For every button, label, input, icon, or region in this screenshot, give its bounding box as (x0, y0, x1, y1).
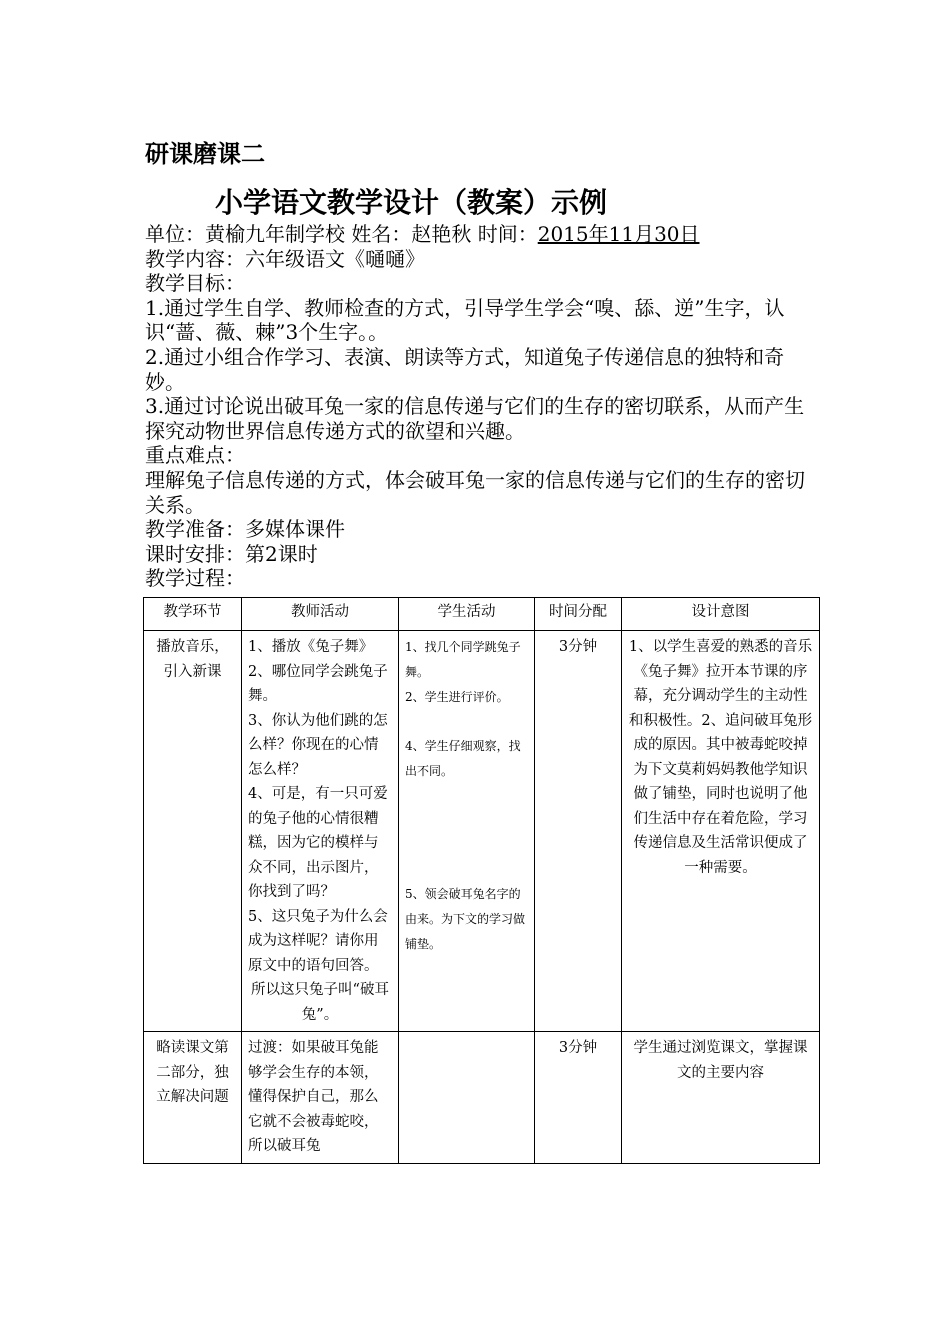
intent-cell: 学生通过浏览课文，掌握课文的主要内容 (622, 1032, 820, 1164)
intent-cell: 1、以学生喜爱的熟悉的音乐《兔子舞》拉开本节课的序幕，充分调动学生的主动性和积极性。2、追问破耳兔形成的原因。其中被毒蛇咬掉为下文莫莉妈妈教他学知识做了铺垫，同时也说明了他们生活中存在着危险，学习传递信息及生活常识便成了一种需要。 (622, 631, 820, 1032)
teacher-step: 2、哪位同学会跳兔子舞。 (248, 663, 388, 704)
header-student: 学生活动 (399, 598, 535, 631)
name-label: 姓名： (351, 222, 412, 246)
student-step: 1、找几个同学跳兔子舞。 (405, 640, 521, 679)
stage-cell: 略读课文第二部分，独立解决问题 (144, 1032, 242, 1164)
teacher-step: 3、你认为他们跳的怎么样？你现在的心情怎么样？ (248, 712, 388, 778)
time-cell: 3分钟 (535, 631, 622, 1032)
table-row (144, 1032, 820, 1164)
info-line (145, 222, 823, 247)
schedule-line: 课时安排：第2课时 (145, 541, 318, 566)
teacher-step: 所以这只兔子叫“破耳兔”。 (251, 982, 389, 1023)
student-cell (399, 631, 535, 1032)
document-body (145, 222, 823, 591)
prep-line: 教学准备：多媒体课件 (145, 517, 345, 542)
key-text: 理解兔子信息传递的方式，体会破耳兔一家的信息传递与它们的生存的密切关系。 (145, 467, 805, 517)
key-label: 重点难点： (145, 443, 245, 468)
header-intent: 设计意图 (622, 598, 820, 631)
stage-cell: 播放音乐，引入新课 (144, 631, 242, 1032)
process-label: 教学过程： (145, 566, 245, 591)
section-heading: 研课磨课二 (145, 139, 265, 168)
unit-label: 单位： (145, 222, 205, 246)
header-time: 时间分配 (535, 598, 622, 631)
date-value: 2015年11月30日 (537, 222, 700, 246)
goal-item: 3.通过讨论说出破耳兔一家的信息传递与它们的生存的密切联系，从而产生探究动物世界信息传递方式的欲望和兴趣。 (145, 394, 805, 443)
header-stage: 教学环节 (144, 598, 242, 631)
student-step: 4、学生仔细观察，找出不同。 (405, 739, 521, 778)
goal-item: 1.通过学生自学、教师检查的方式，引导学生学会“嗅、舔、逆”生字，认识“蔷、薇、棘”3个生字。。 (145, 295, 785, 345)
student-cell (399, 1032, 535, 1164)
unit-value: 黄榆九年制学校 (205, 222, 345, 246)
time-label: 时间： (477, 222, 538, 246)
lesson-process-table (143, 597, 820, 1164)
name-value: 赵艳秋 (411, 222, 472, 246)
teacher-step: 5、这只兔子为什么会成为这样呢？请你用原文中的语句回答。 (248, 908, 388, 974)
goals-label: 教学目标： (145, 271, 245, 296)
table-row (144, 631, 820, 1032)
student-step: 5、领会破耳兔名字的由来。为下文的学习做铺垫。 (405, 887, 526, 951)
student-step: 2、学生进行评价。 (405, 690, 509, 704)
time-cell: 3分钟 (535, 1032, 622, 1164)
document-title: 小学语文教学设计（教案）示例 (215, 186, 608, 219)
header-teacher: 教师活动 (242, 598, 399, 631)
content-line: 教学内容：六年级语文《嗵嗵》 (145, 246, 425, 271)
teacher-step: 1、播放《兔子舞》 (248, 639, 374, 655)
teacher-step: 4、可是，有一只可爱的兔子他的心情很糟糕，因为它的模样与众不同，出示图片，你找到了吗？ (248, 786, 388, 900)
table-header-row (144, 598, 820, 631)
teacher-cell (242, 631, 399, 1032)
goal-item: 2.通过小组合作学习、表演、朗读等方式，知道兔子传递信息的独特和奇妙。 (145, 344, 785, 394)
teacher-cell: 过渡：如果破耳兔能够学会生存的本领，懂得保护自己，那么它就不会被毒蛇咬，所以破耳兔 (242, 1032, 399, 1164)
